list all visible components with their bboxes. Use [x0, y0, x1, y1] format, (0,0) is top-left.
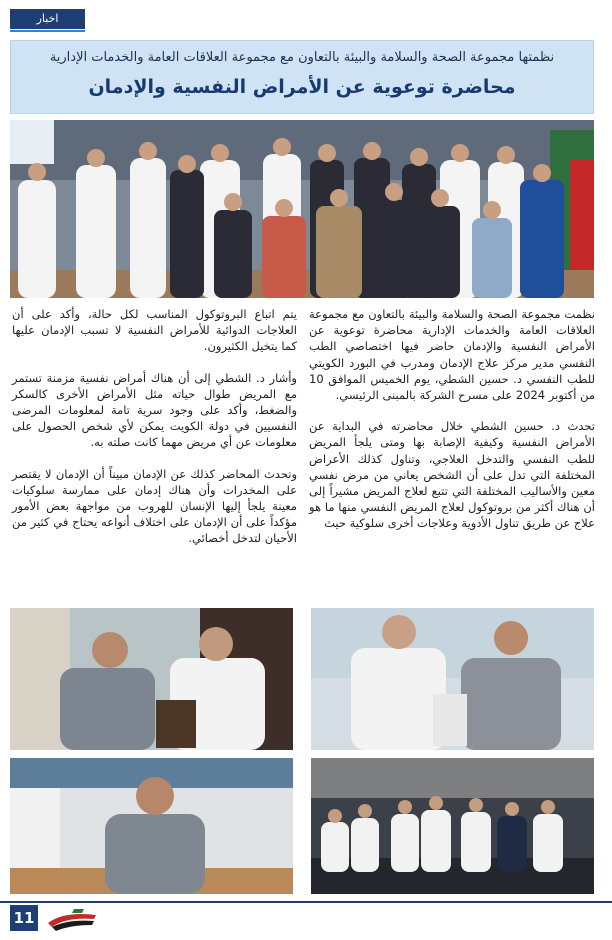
group-photo: [10, 120, 594, 298]
section-tag-underline: [10, 30, 85, 32]
article-paragraph: يتم اتباع البروتوكول المناسب لكل حالة، وأكد على أن العلاجات الدوائية للأمراض النفسية لا تسبب الإدمان عليها كما يتخيل الكثيرون.: [12, 307, 297, 354]
photo-award-left: [10, 608, 293, 750]
article-right-column: [309, 306, 595, 547]
article-paragraph: نظمت مجموعة الصحة والسلامة والبيئة بالتعاون مع مجموعة العلاقات العامة والخدمات الإدارية محاضرة توعوية عن الأمراض النفسية والإدمان حاضر فيها اختصاصي الطب النفسي مدير مركز علاج الإدمان ومدرب في البورد الكويتي للطب النفسي د. حسين الشطي، يوم الخميس الموافق 10 من أكتوبر 2024 على مسرح الشركة بالمبنى الرئيسي.: [309, 307, 595, 403]
section-tag: اخبار: [10, 9, 85, 29]
article-paragraph: تحدث د. حسين الشطي خلال محاضرته في البداية عن الأمراض النفسية وكيفية الإصابة بها ومتى يلجأ المريض للطب النفسي والتدخل العلاجي، وتناول كذلك الأعراض المختلفة التي تدل على أن الشخص يعاني من مرض نفسي معين والأساليب المختلفة التي تتبع لعلاج المريض مشيراً إلى أن هناك أكثر من بروتوكول لعلاج المريض النفسي منها ما هو علاج عن طريق تناول الأدوية وعلاجات أخرى سلوكية حيث: [309, 419, 595, 531]
article-paragraph: وتحدث المحاضر كذلك عن الإدمان مبيناً أن الإدمان لا يقتصر على المخدرات وأن هناك إدمان على ممارسة سلوكيات معينة يلجأ إليها الإنسان للهروب من مواجهة بعض الأمور مؤكداً على أن الإدمان على اختلاف أنواعه يحتاج في كثير من الأحيان لتدخل أخصائي.: [12, 466, 297, 546]
photo-audience: [311, 758, 594, 894]
photo-award-right: [311, 608, 594, 750]
article-header: [10, 40, 594, 114]
article-paragraph: وأشار د. الشطي إلى أن هناك أمراض نفسية مزمنة تستمر مع المريض طوال حياته مثل الأمراض الأخرى كالسكر والضغط، وأكد على وجود سرية تامة لمعلومات المرضى النفسيين في دولة الكويت يمكن لأي شخص الحصول على معلومات عن أي مريض مهما كانت صلته به.: [12, 370, 297, 450]
article-title: محاضرة توعوية عن الأمراض النفسية والإدمان: [88, 76, 516, 98]
company-logo: [44, 905, 100, 935]
article-kicker: نظمتها مجموعة الصحة والسلامة والبيئة بالتعاون مع مجموعة العلاقات العامة والخدمات الإدارية: [49, 50, 555, 65]
photo-lecturer: [10, 758, 293, 894]
footer-rule: [0, 901, 612, 903]
page-number: 11: [10, 905, 38, 931]
article-left-column: [12, 306, 297, 562]
